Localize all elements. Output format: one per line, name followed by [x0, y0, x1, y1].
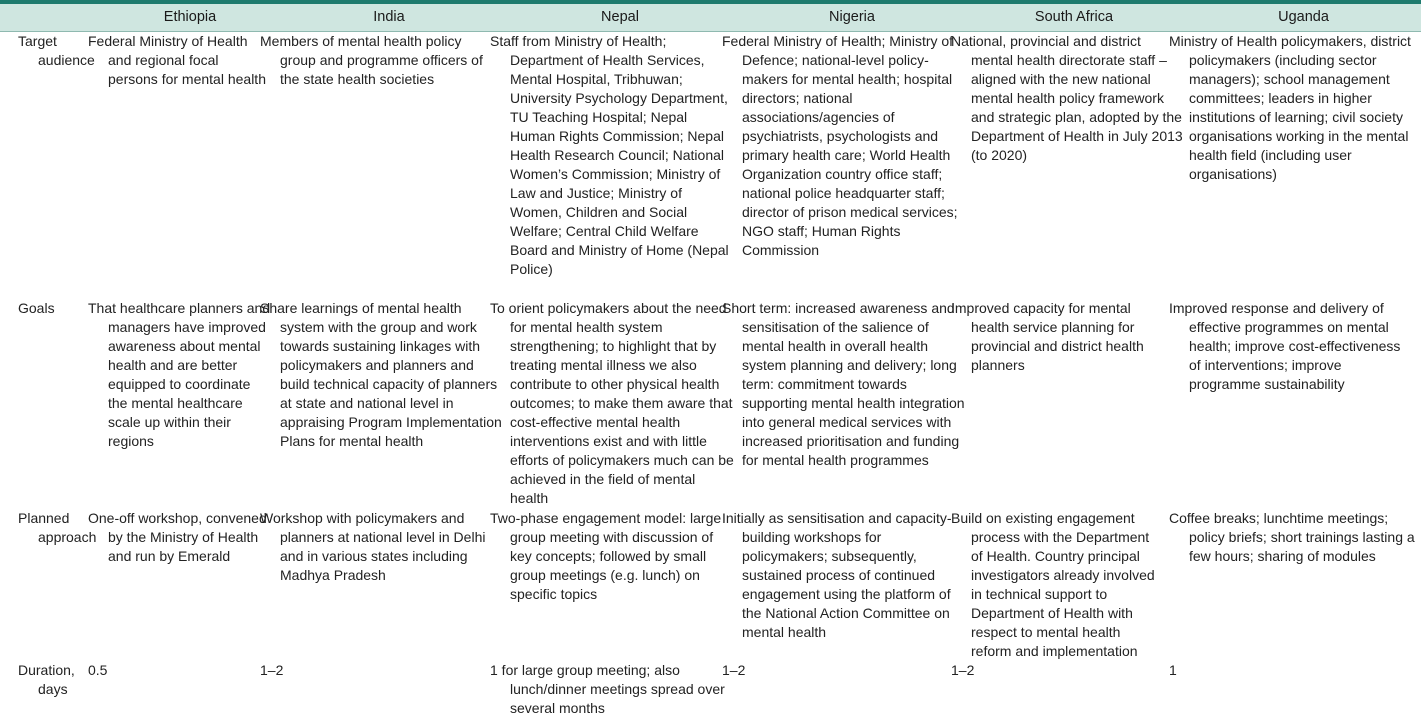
cell-goals-nepal: To orient policymakers about the need for mental health system strengthening; to highlight that by treating mental illness we also contribute to other physical health outcomes; to make them aware that cost-effective mental health interventions exist and with little efforts of policymakers much can be achieved in the field of mental health [490, 300, 734, 506]
column-header-nepal: Nepal [601, 9, 639, 25]
cell-target-audience-india: Members of mental health policy group and programme officers of the state health societies [260, 33, 483, 87]
row-label-target-audience: Target audience [18, 33, 95, 68]
cell-target-audience-uganda: Ministry of Health policymakers, district policymakers (including sector managers); school management committees; leaders in higher institutions of learning; civil society organisations working in the mental health field (including user organisations) [1169, 33, 1411, 182]
cell-goals-india: Share learnings of mental health system with the group and work towards sustaining linkages with policymakers and planners and build technical capacity of planners at state and national level in appraising Program Implementation Plans for mental health [260, 300, 502, 449]
cell-duration-nigeria: 1–2 [722, 662, 746, 678]
cell-planned-approach-south-africa: Build on existing engagement process with the Department of Health. Country principal investigators already involved in technical support to Department of Health with respect to mental health reform and implementation [951, 510, 1155, 659]
cell-planned-approach-ethiopia: One-off workshop, convened by the Ministry of Health and run by Emerald [88, 510, 267, 564]
table-header [0, 4, 1421, 32]
cell-target-audience-nepal: Staff from Ministry of Health; Department of Health Services, Mental Hospital, Tribhuwan; University Psychology Department, TU Teaching Hospital; Nepal Human Rights Commission; Nepal Health Research Council; National Women’s Commission; Ministry of Law and Justice; Ministry of Women, Children and Social Welfare; Central Child Welfare Board and Ministry of Home (Nepal Police) [490, 33, 729, 277]
cell-duration-ethiopia: 0.5 [88, 662, 108, 678]
cell-planned-approach-nigeria: Initially as sensitisation and capacity-building workshops for policymakers; subsequently, sustained process of continued engagement using the platform of the National Action Committee on mental health [722, 510, 952, 640]
cell-target-audience-ethiopia: Federal Ministry of Health and regional focal persons for mental health [88, 33, 266, 87]
cell-duration-south-africa: 1–2 [951, 662, 975, 678]
cell-duration-nepal: 1 for large group meeting; also lunch/dinner meetings spread over several months [490, 662, 725, 716]
cell-planned-approach-india: Workshop with policymakers and planners at national level in Delhi and in various states including Madhya Pradesh [260, 510, 486, 583]
row-label-goals: Goals [18, 300, 55, 316]
cell-duration-india: 1–2 [260, 662, 284, 678]
column-header-ethiopia: Ethiopia [163, 9, 217, 25]
cell-planned-approach-uganda: Coffee breaks; lunchtime meetings; policy briefs; short trainings lasting a few hours; sharing of modules [1169, 510, 1415, 564]
column-header-uganda: Uganda [1278, 9, 1329, 25]
row-label-planned-approach: Planned approach [18, 510, 97, 545]
cell-goals-south-africa: Improved capacity for mental health service planning for provincial and district health planners [951, 300, 1144, 373]
row-label-duration-days: Duration, days [18, 662, 75, 697]
cell-goals-ethiopia: That healthcare planners and managers have improved awareness about mental health and are better equipped to coordinate the mental healthcare scale up within their regions [88, 300, 271, 449]
cell-duration-uganda: 1 [1169, 662, 1177, 678]
cell-goals-nigeria: Short term: increased awareness and sensitisation of the salience of mental health in overall health system planning and delivery; long term: commitment towards supporting mental health integration into general medical services with increased prioritisation and funding for mental health programmes [722, 300, 965, 468]
cell-target-audience-nigeria: Federal Ministry of Health; Ministry of Defence; national-level policy-makers for mental health; hospital directors; national associations/agencies of psychiatrists, psychologists and primary health care; World Health Organization country office staff; national police headquarter staff; director of prison medical services; NGO staff; Human Rights Commission [722, 33, 958, 258]
cell-target-audience-south-africa: National, provincial and district mental health directorate staff – aligned with the new national mental health policy framework and strategic plan, adopted by the Department of Health in July 2013 (to 2020) [951, 33, 1183, 163]
column-header-south-africa: South Africa [1034, 9, 1114, 25]
cell-planned-approach-nepal: Two-phase engagement model: large group meeting with discussion of key concepts; followed by small group meetings (e.g. lunch) on specific topics [490, 510, 722, 602]
cell-goals-uganda: Improved response and delivery of effective programmes on mental health; improve cost-effectiveness of interventions; improve programme sustainability [1169, 300, 1401, 392]
column-header-nigeria: Nigeria [829, 9, 875, 25]
column-header-india: India [373, 9, 405, 25]
